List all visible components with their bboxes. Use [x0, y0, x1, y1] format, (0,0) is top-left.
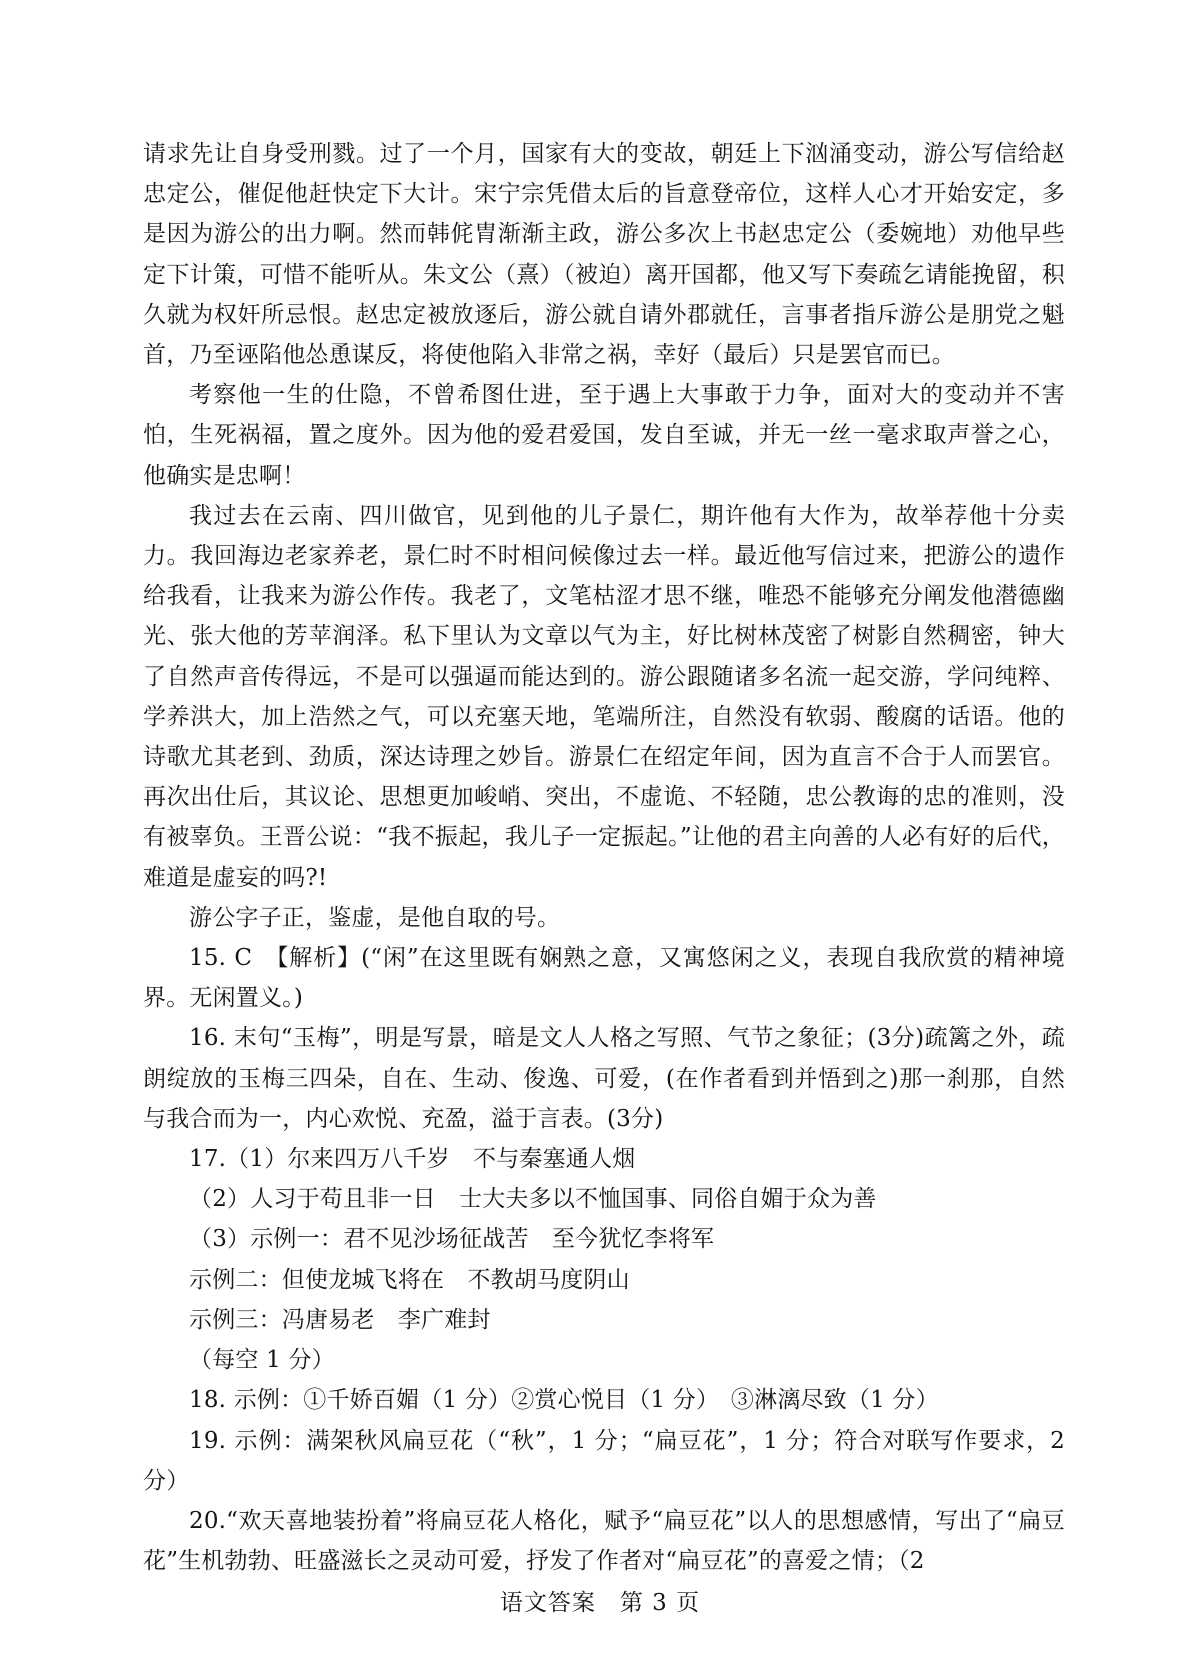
answer-16: 16. 末句“玉梅”，明是写景，暗是文人人格之写照、气节之象征；(3分)疏篱之外，疏朗绽放的玉梅三四朵，自在、生动、俊逸、可爱，(在作者看到并悟到之)那一刹那，自然与我合而为一，内心欢悦、充盈，溢于言表。(3分)	[143, 1025, 1065, 1132]
answer-17-line-1: 17.（1）尔来四万八千岁 不与秦塞通人烟	[189, 1146, 636, 1173]
answer-17-line-2: （2）人习于苟且非一日 士大夫多以不恤国事、同俗自媚于众为善	[189, 1186, 877, 1213]
answer-17-line-3: （3）示例一：君不见沙场征战苦 至今犹忆李将军	[189, 1226, 715, 1253]
answer-15: 15. C 【解析】(“闲”在这里既有娴熟之意，又寓悠闲之义，表现自我欣赏的精神境界。无闲置义。)	[143, 945, 1065, 1012]
answer-text-body	[143, 134, 1065, 1581]
answer-17-example-3: 示例三：冯唐易老 李广难封	[189, 1306, 491, 1333]
paragraph-translation-2: 考察他一生的仕隐，不曾希图仕进，至于遇上大事敢于力争，面对大的变动并不害怕，生死祸福，置之度外。因为他的爱君爱国，发自至诚，并无一丝一毫求取声誉之心，他确实是忠啊！	[143, 382, 1065, 489]
answer-18: 18. 示例：①千娇百媚（1 分）②赏心悦目（1 分） ③淋漓尽致（1 分）	[189, 1387, 939, 1414]
paragraph-translation-1: 请求先让自身受刑戮。过了一个月，国家有大的变故，朝廷上下汹涌变动，游公写信给赵忠定公，催促他赶快定下大计。宋宁宗凭借太后的旨意登帝位，这样人心才开始安定，多是因为游公的出力啊。然而韩侂胄渐渐主政，游公多次上书赵忠定公（委婉地）劝他早些定下计策，可惜不能听从。朱文公（熹）（被迫）离开国都，他又写下奏疏乞请能挽留，积久就为权奸所忌恨。赵忠定被放逐后，游公就自请外郡就任，言事者指斥游公是朋党之魁首，乃至诬陷他怂恿谋反，将使他陷入非常之祸，幸好（最后）只是罢官而已。	[143, 141, 1065, 369]
answer-17-example-2: 示例二：但使龙城飞将在 不教胡马度阴山	[189, 1266, 630, 1293]
answer-19: 19. 示例：满架秋风扁豆花（“秋”，1 分；“扁豆花”，1 分；符合对联写作要求，2 分）	[143, 1427, 1065, 1494]
answer-17-score-note: （每空 1 分）	[189, 1347, 335, 1374]
page-footer: 语文答案 第 3 页	[499, 1590, 701, 1616]
paragraph-translation-3: 我过去在云南、四川做官，见到他的儿子景仁，期许他有大作为，故举荐他十分卖力。我回海边老家养老，景仁时不时相问候像过去一样。最近他写信过来，把游公的遗作给我看，让我来为游公作传。我老了，文笔枯涩才思不继，唯恐不能够充分阐发他潜德幽光、张大他的芳苹润泽。私下里认为文章以气为主，好比树林茂密了树影自然稠密，钟大了自然声音传得远，不是可以强逼而能达到的。游公跟随诸多名流一起交游，学问纯粹、学养洪大，加上浩然之气，可以充塞天地，笔端所注，自然没有软弱、酸腐的话语。他的诗歌尤其老到、劲质，深达诗理之妙旨。游景仁在绍定年间，因为直言不合于人而罢官。再次出仕后，其议论、思想更加峻峭、突出，不虚诡、不轻随，忠公教诲的忠的准则，没有被辜负。王晋公说：“我不振起，我儿子一定振起。”让他的君主向善的人必有好的后代，难道是虚妄的吗?!	[143, 502, 1065, 891]
paragraph-translation-4: 游公字子正，鉴虚，是他自取的号。	[189, 904, 561, 931]
answer-20: 20.“欢天喜地装扮着”将扁豆花人格化，赋予“扁豆花”以人的思想感情，写出了“扁豆花”生机勃勃、旺盛滋长之灵动可爱，抒发了作者对“扁豆花”的喜爱之情；（2	[143, 1507, 1065, 1575]
